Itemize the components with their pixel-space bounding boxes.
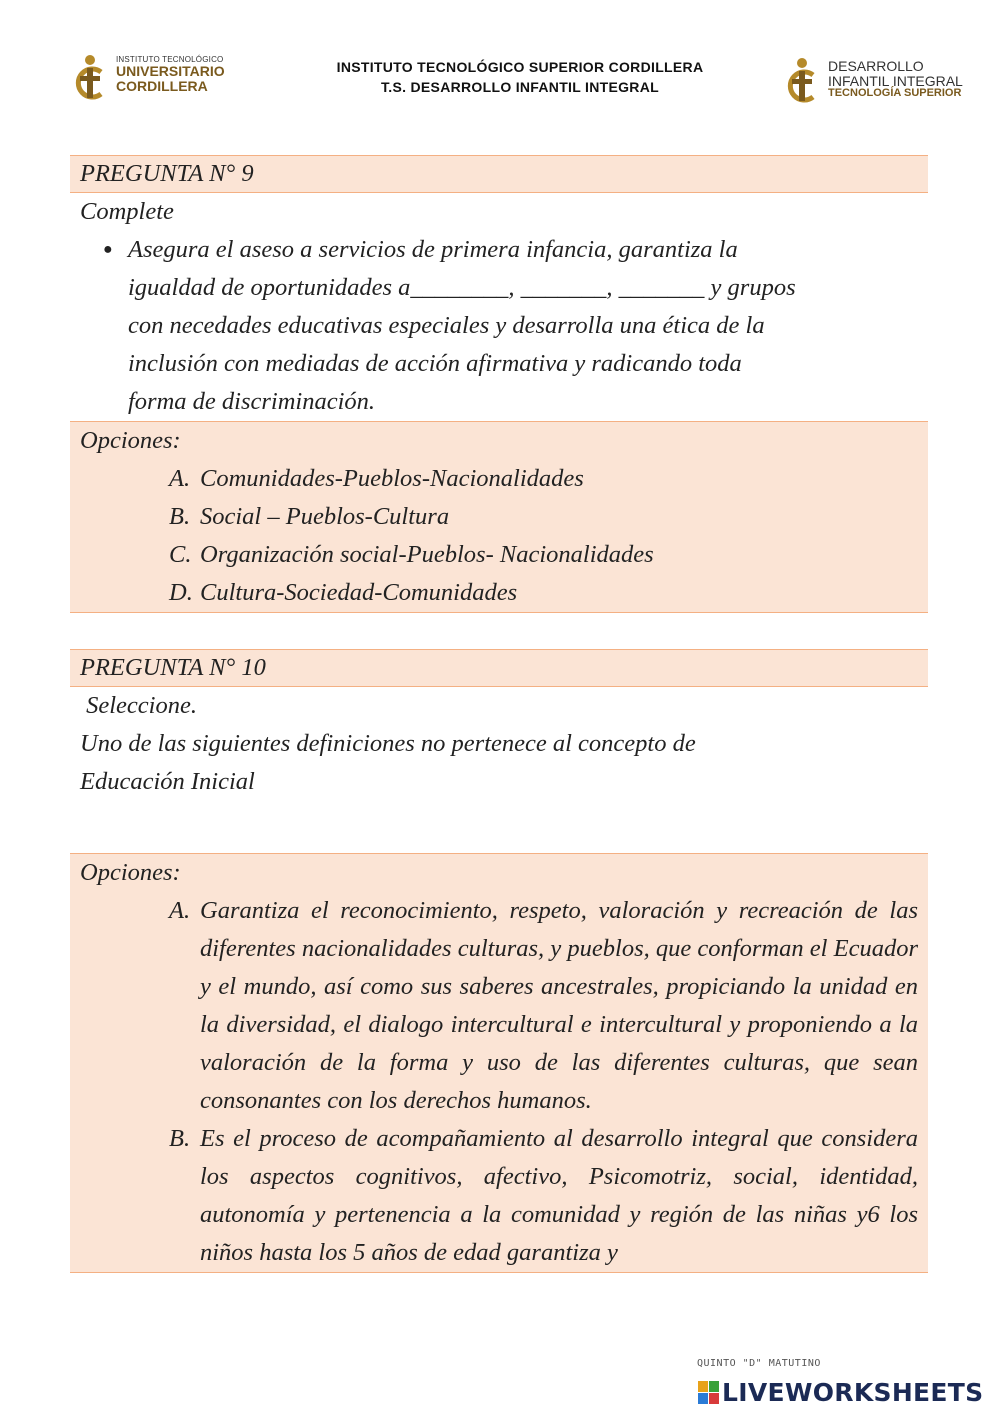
question-10-statement-line1: Uno de las siguientes definiciones no pertenece al concepto de [80,730,696,757]
bullet-icon: ● [103,241,113,258]
right-program-logo [782,55,972,111]
question-9-options [70,421,928,613]
option-d[interactable] [80,574,918,612]
right-logo-line3: TECNOLOGÍA SUPERIOR [828,87,962,100]
option-letter: C. [169,541,192,568]
options-label: Opciones: [80,427,181,454]
option-a[interactable] [80,460,918,498]
option-letter: D. [169,579,193,606]
left-institution-logo [70,52,240,108]
spacer [70,801,928,853]
option-letter: B. [169,1125,191,1152]
question-9 [70,155,928,613]
question-10-instruction: Seleccione. [80,692,197,719]
question-9-title: PREGUNTA N° 9 [70,155,928,193]
header-title-line2: T.S. DESARROLLO INFANTIL INTEGRAL [381,79,659,95]
header-title [250,57,790,97]
option-text: Organización social-Pueblos- Nacionalidades [200,541,654,568]
right-logo-line2: INFANTIL INTEGRAL [828,72,963,89]
option-text: Es el proceso de acompañamiento al desarrollo integral que considera los aspectos cognitivos, afectivo, Psicomotriz, social, identidad, autonomía y pertenencia a la comunidad y región de las niñas y6 los niños hasta los 5 años de edad garantiza y [200,1125,918,1266]
header-title-line1: INSTITUTO TECNOLÓGICO SUPERIOR CORDILLERA [336,59,704,75]
statement-line: inclusión con mediadas de acción afirmativa y radicando toda [128,350,742,377]
cordillera-emblem-icon [70,52,110,104]
option-b[interactable] [80,1120,918,1272]
option-letter: B. [169,503,191,530]
statement-line: igualdad de oportunidades a________, _______, _______ y grupos [128,274,796,301]
option-c[interactable] [80,536,918,574]
question-9-statement [70,231,928,421]
option-letter: A. [169,465,191,492]
left-logo-small: INSTITUTO TECNOLÓGICO [116,55,224,64]
liveworksheets-badge-icon [698,1381,720,1405]
option-text: Social – Pueblos-Cultura [200,503,450,530]
left-logo-text [116,56,225,94]
statement-line: forma de discriminación. [128,388,376,415]
option-letter: A. [169,897,191,924]
liveworksheets-wordmark: LIVEWORKSHEETS [722,1378,984,1407]
question-9-instruction: Complete [80,198,174,225]
question-10-options [70,853,928,1273]
question-10-title: PREGUNTA N° 10 [70,649,928,687]
statement-line: con necedades educativas especiales y desarrolla una ética de la [128,312,765,339]
option-text: Garantiza el reconocimiento, respeto, valoración y recreación de las diferentes nacionalidades culturas, y pueblos, que conforman el Ecuador y el mundo, así como sus saberes ancestrales, propiciando la unidad en la diversidad, el dialogo intercultural e intercultural y proponiendo a la valoración de la forma y uso de las diferentes culturas, que sean consonantes con los derechos humanos. [200,897,918,1114]
left-logo-line2: CORDILLERA [116,78,208,95]
program-emblem-icon [782,55,822,107]
statement-line: Asegura el aseso a servicios de primera infancia, garantiza la [128,236,738,263]
question-10-statement-line2: Educación Inicial [80,768,255,795]
option-a[interactable] [80,892,918,1120]
question-10 [70,649,928,1273]
option-text: Comunidades-Pueblos-Nacionalidades [200,465,584,492]
option-b[interactable] [80,498,918,536]
right-logo-line1: DESARROLLO [828,58,924,74]
options-label: Opciones: [80,859,181,886]
footer-note: QUINTO "D" MATUTINO [697,1358,821,1369]
option-text: Cultura-Sociedad-Comunidades [200,579,518,606]
page-header [0,0,1000,120]
left-logo-line1: UNIVERSITARIO [116,63,225,80]
right-logo-text [828,59,963,100]
